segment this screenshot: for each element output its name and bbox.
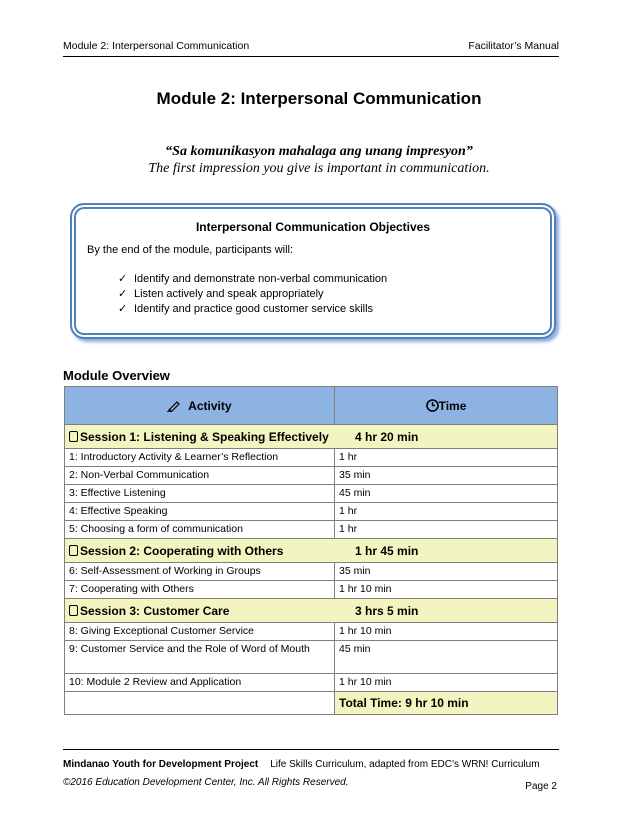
checkbox-icon — [69, 431, 78, 442]
table-header-row — [65, 387, 558, 425]
total-time: Total Time: 9 hr 10 min — [335, 692, 558, 715]
checkmark-icon: ✓ — [118, 303, 128, 315]
session-name: Session 2: Cooperating with Others — [80, 543, 284, 558]
table-row: 10: Module 2 Review and Application 1 hr 10 min — [65, 674, 558, 692]
objectives-title: Interpersonal Communication Objectives — [195, 220, 431, 234]
objective-item: ✓ Identify and practice good customer service skills — [118, 303, 374, 315]
table-row: 8: Giving Exceptional Customer Service 1 hr 10 min — [65, 623, 558, 641]
writing-hand-icon — [167, 399, 181, 413]
footer-project: Mindanao Youth for Development Project — [63, 759, 259, 770]
session-duration: 1 hr 45 min — [355, 543, 419, 558]
session-row — [65, 539, 558, 563]
footer-copyright: ©2016 Education Development Center, Inc. All Rights Reserved. — [63, 777, 349, 788]
session-name: Session 3: Customer Care — [80, 603, 230, 618]
table-row: 7: Cooperating with Others 1 hr 10 min — [65, 581, 558, 599]
quote-english: The first impression you give is important in communication. — [148, 161, 490, 176]
session-row — [65, 599, 558, 623]
objective-item: ✓ Identify and demonstrate non-verbal communication — [118, 273, 388, 285]
overview-table — [64, 386, 558, 715]
page-number: Page 2 — [525, 781, 557, 792]
table-row: 5: Choosing a form of communication 1 hr — [65, 521, 558, 539]
footer-credits — [63, 759, 540, 770]
objectives-intro: By the end of the module, participants will: — [87, 244, 294, 256]
session-duration: 3 hrs 5 min — [355, 603, 419, 618]
table-row: 1: Introductory Activity & Learner’s Reflection 1 hr — [65, 449, 558, 467]
table-row: 6: Self-Assessment of Working in Groups 35 min — [65, 563, 558, 581]
table-row: 3: Effective Listening 45 min — [65, 485, 558, 503]
table-row: 2: Non-Verbal Communication 35 min — [65, 467, 558, 485]
clock-icon — [426, 399, 439, 413]
page-header — [63, 40, 559, 57]
session-duration: 4 hr 20 min — [355, 429, 419, 444]
table-row: 9: Customer Service and the Role of Word of Mouth 45 min — [65, 641, 558, 674]
objectives-list — [118, 272, 387, 317]
page-title: Module 2: Interpersonal Communication — [156, 89, 482, 108]
checkmark-icon: ✓ — [118, 273, 128, 285]
activity-column-header: Activity — [65, 387, 335, 425]
table-row: 4: Effective Speaking 1 hr — [65, 503, 558, 521]
overview-title: Module Overview — [63, 368, 170, 383]
checkbox-icon — [69, 605, 78, 616]
session-name: Session 1: Listening & Speaking Effectively — [80, 429, 329, 444]
header-manual-label: Facilitator’s Manual — [468, 40, 559, 52]
objective-item: ✓ Listen actively and speak appropriately — [118, 288, 324, 300]
time-column-header: Time — [335, 387, 558, 425]
footer-curriculum: Life Skills Curriculum, adapted from EDC’s WRN! Curriculum — [270, 759, 540, 770]
quote-tagalog: “Sa komunikasyon mahalaga ang unang impresyon” — [165, 144, 473, 159]
header-module-title: Module 2: Interpersonal Communication — [63, 40, 250, 52]
footer-divider — [63, 749, 559, 750]
total-row — [65, 692, 558, 715]
objectives-box — [70, 203, 556, 339]
session-row — [65, 425, 558, 449]
checkbox-icon — [69, 545, 78, 556]
checkmark-icon: ✓ — [118, 288, 128, 300]
